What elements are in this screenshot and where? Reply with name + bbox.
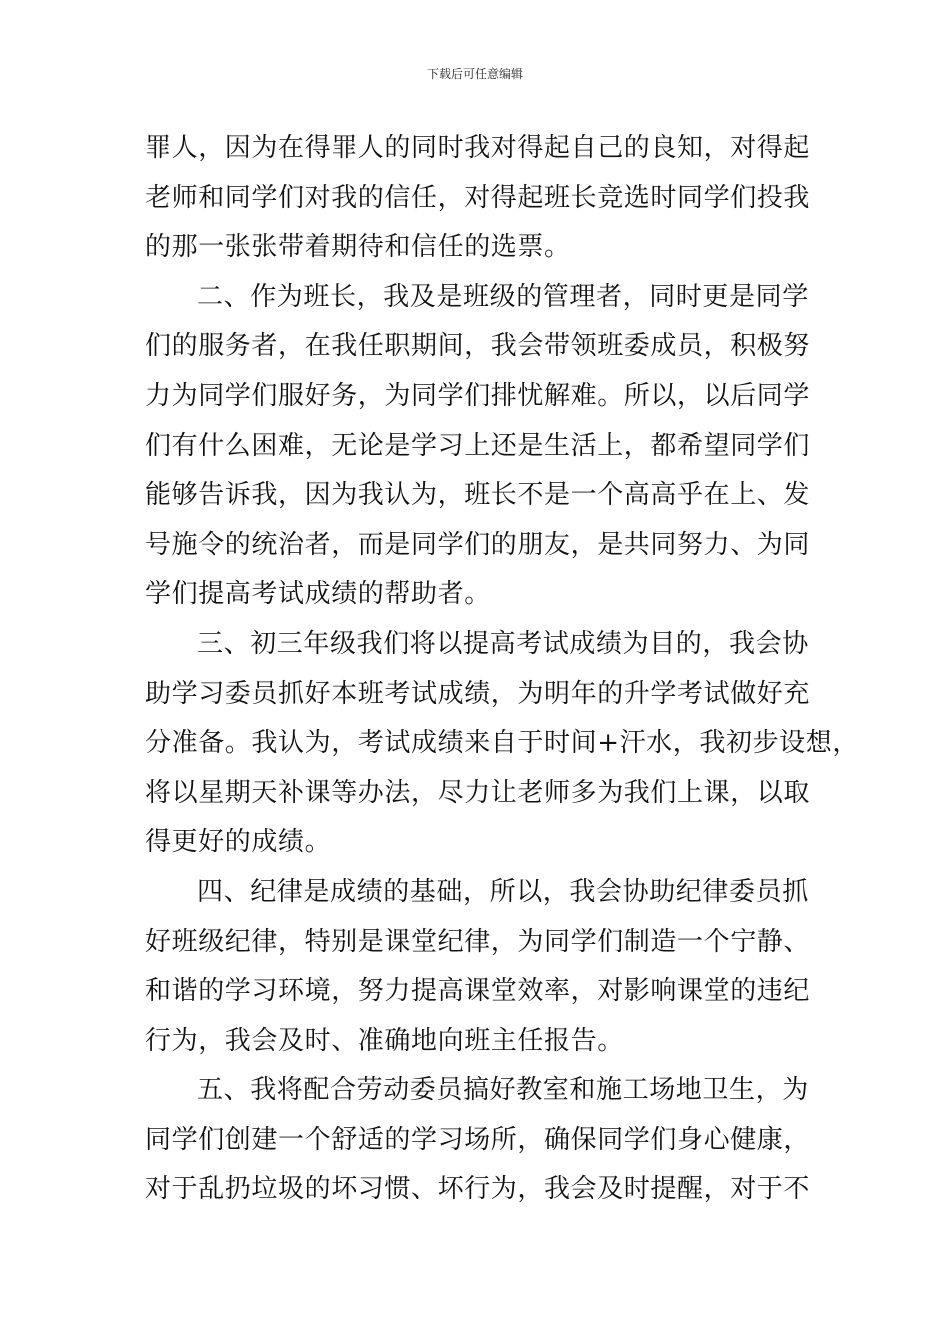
text-line: 助学习委员抓好本班考试成绩，为明年的升学考试做好充	[145, 678, 811, 709]
document-body	[145, 124, 859, 1215]
text-line: 行为，我会及时、准确地向班主任报告。	[145, 1025, 624, 1056]
paragraph-start-line: 四、纪律是成绩的基础，所以，我会协助纪律委员抓	[197, 876, 809, 907]
text-line: 的那一张张带着期待和信任的选票。	[145, 232, 571, 263]
text-line: 罪人，因为在得罪人的同时我对得起自己的良知，对得起	[145, 133, 811, 163]
paragraph-start-line: 三、初三年级我们将以提高考试成绩为目的，我会协	[197, 628, 809, 659]
text-line: 们有什么困难，无论是学习上还是生活上，都希望同学们	[145, 430, 811, 461]
paragraph-start-line: 五、我将配合劳动委员搞好教室和施工场地卫生，为	[197, 1075, 809, 1106]
text-line: 分准备。我认为，考试成绩来自于时间+汗水，我初步设想，	[145, 728, 859, 759]
text-line: 对于乱扔垃圾的坏习惯、坏行为，我会及时提醒，对于不	[145, 1174, 811, 1205]
text-line: 好班级纪律，特别是课堂纪律，为同学们制造一个宁静、	[145, 926, 811, 957]
text-line: 和谐的学习环境，努力提高课堂效率，对影响课堂的违纪	[145, 976, 811, 1007]
text-line: 号施令的统治者，而是同学们的朋友，是共同努力、为同	[145, 529, 811, 560]
text-line: 得更好的成绩。	[145, 827, 332, 858]
text-line: 同学们创建一个舒适的学习场所，确保同学们身心健康，	[145, 1124, 811, 1155]
text-line: 们的服务者，在我任职期间，我会带领班委成员，积极努	[145, 331, 811, 362]
text-line: 老师和同学们对我的信任，对得起班长竞选时同学们投我	[145, 182, 811, 213]
text-line: 力为同学们服好务，为同学们排忧解难。所以，以后同学	[145, 380, 811, 411]
text-line: 将以星期天补课等办法，尽力让老师多为我们上课，以取	[145, 777, 811, 808]
page-header: 下载后可任意编辑	[426, 67, 523, 81]
paragraph-start-line: 二、作为班长，我及是班级的管理者，同时更是同学	[197, 281, 809, 312]
text-line: 学们提高考试成绩的帮助者。	[145, 579, 491, 610]
text-line: 能够告诉我，因为我认为，班长不是一个高高乎在上、发	[145, 480, 811, 511]
